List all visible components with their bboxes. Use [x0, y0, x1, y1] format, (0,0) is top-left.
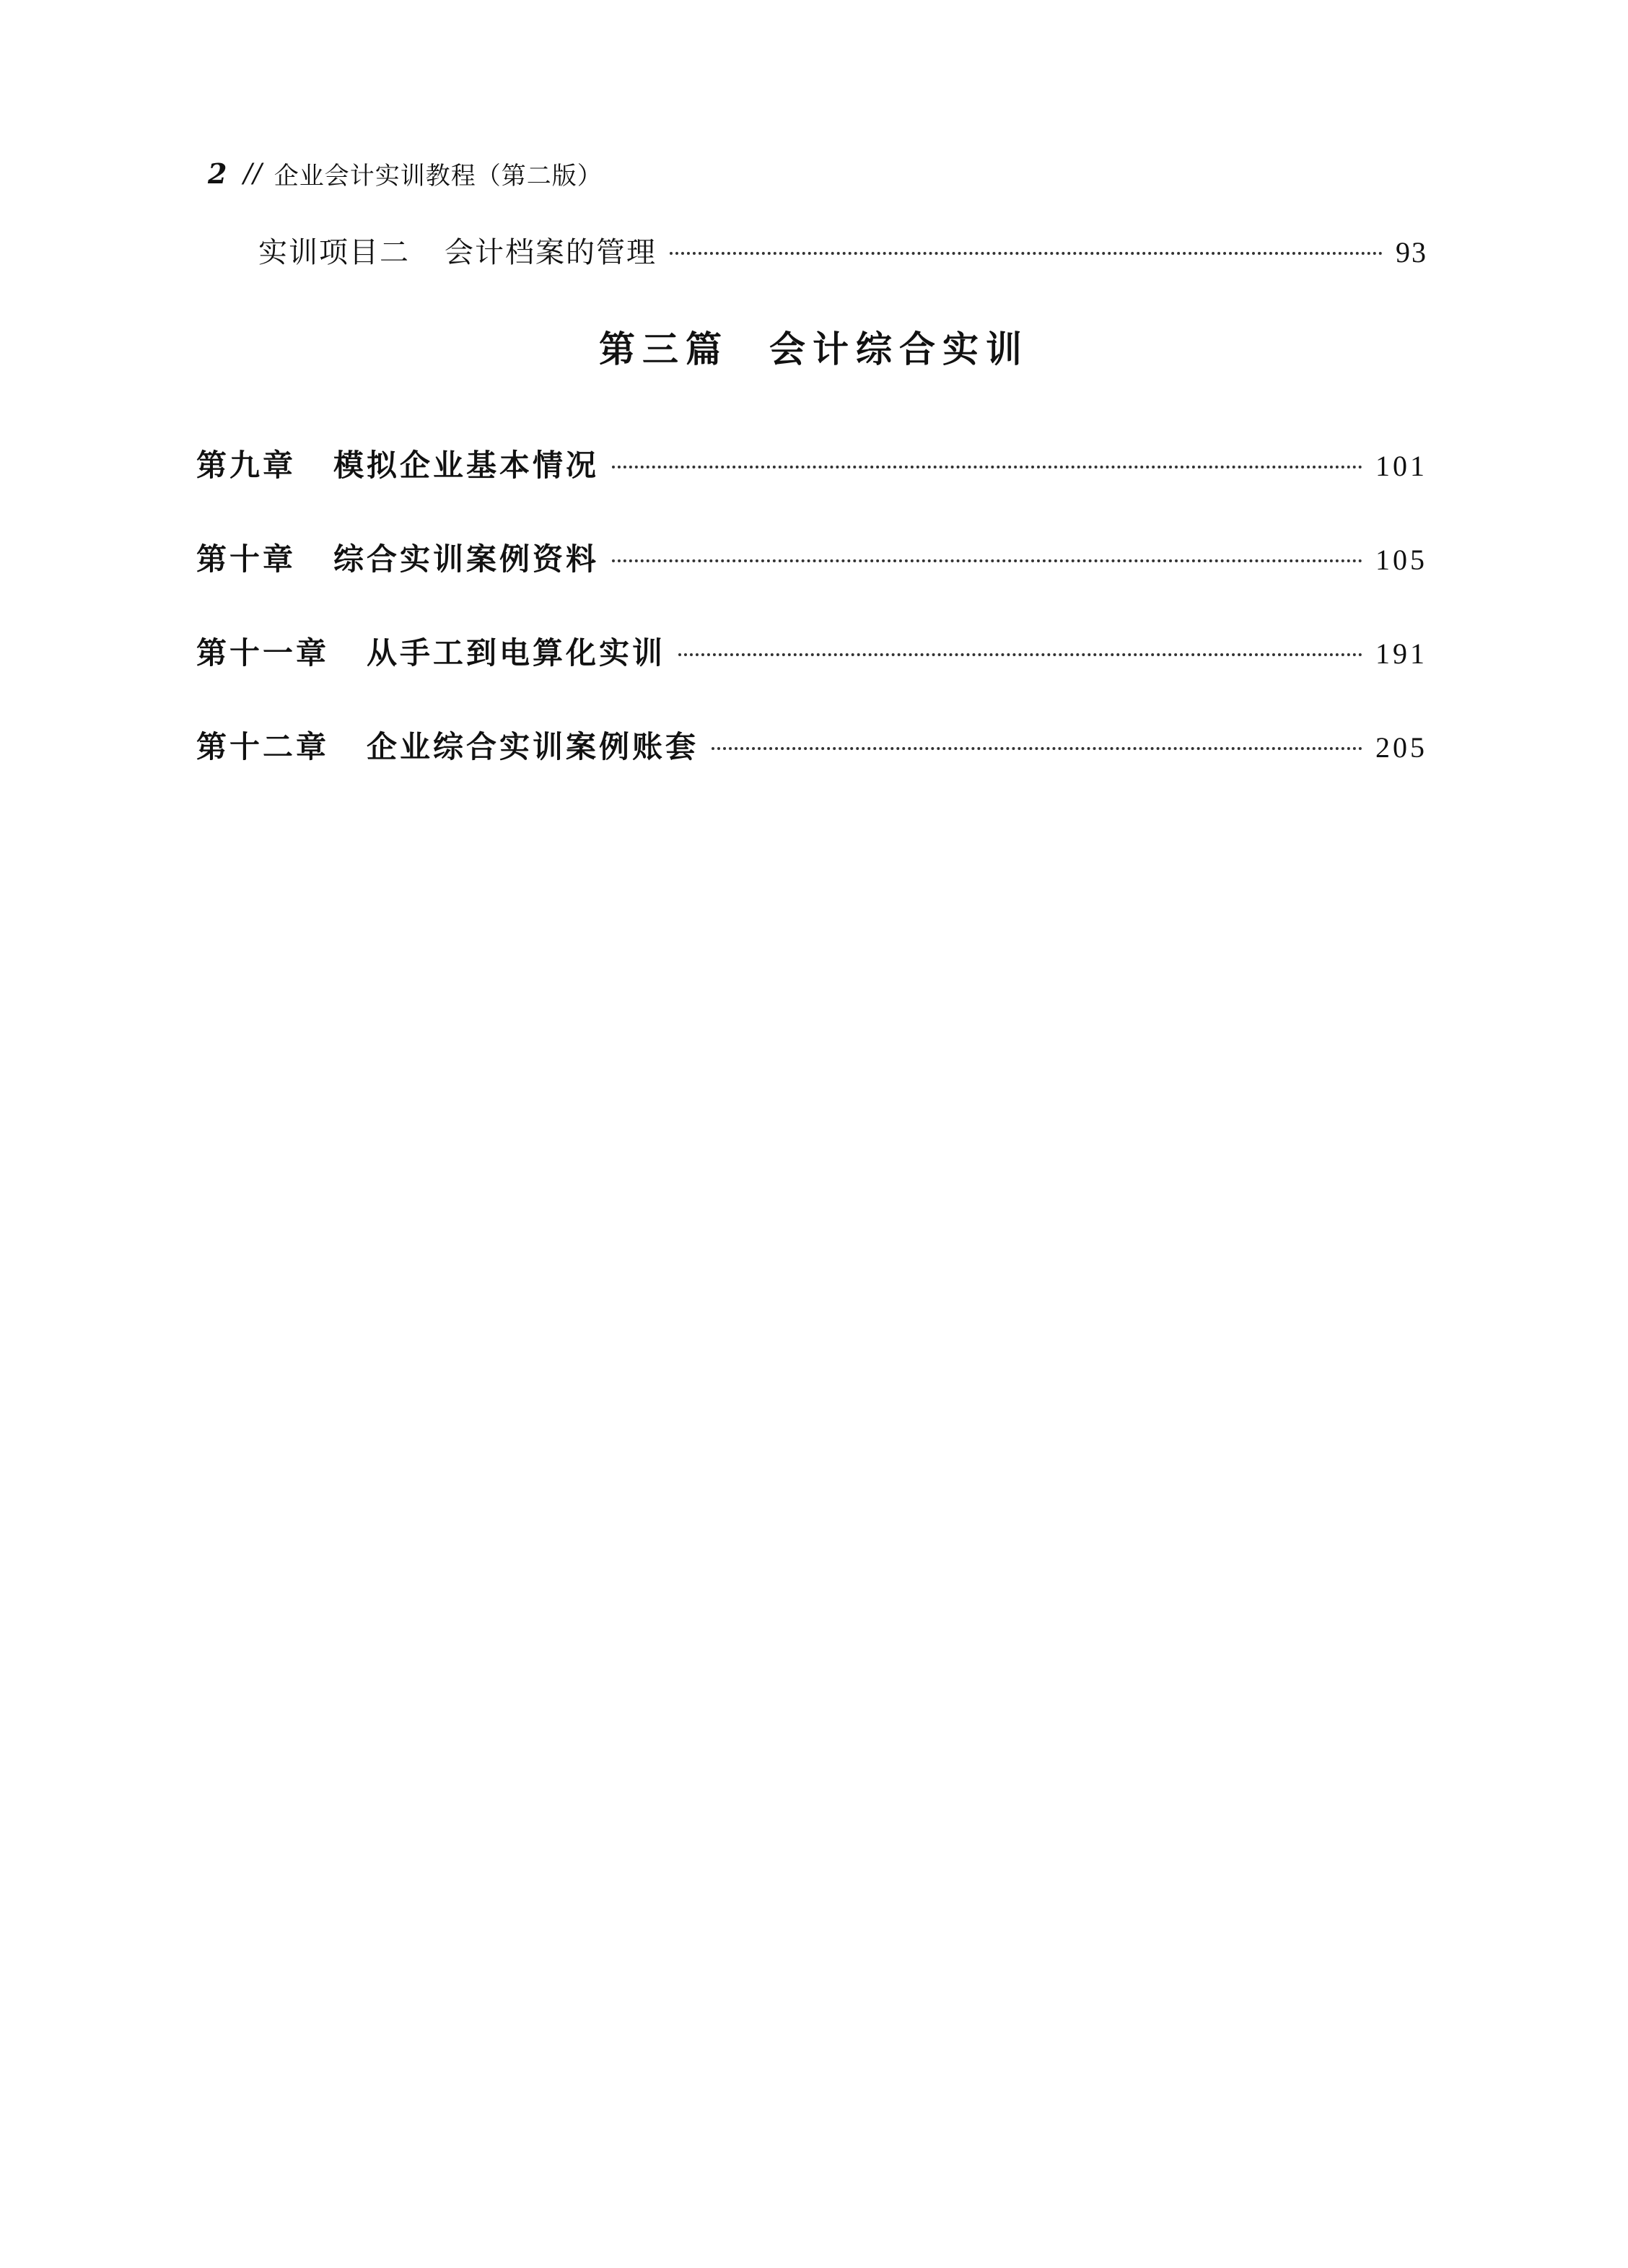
toc-entry-chapter[interactable]	[196, 629, 1427, 677]
chapter-title: 企业综合实训案例账套	[367, 729, 699, 764]
header-separator: //	[243, 158, 263, 188]
dot-leader	[678, 653, 1362, 656]
part-heading	[0, 318, 1628, 375]
toc-entry-number: 实训项目二	[258, 236, 410, 269]
toc-entry-label	[196, 629, 665, 673]
toc-entry-label	[196, 442, 599, 485]
part-title: 会计综合实训	[769, 328, 1029, 370]
dot-leader	[712, 747, 1362, 750]
toc-page-number: 191	[1375, 637, 1427, 670]
chapter-title: 从手工到电算化实训	[367, 635, 666, 671]
chapter-number: 第十二章	[196, 729, 330, 764]
toc-entry-label	[196, 723, 699, 767]
running-header	[208, 153, 603, 193]
toc-page-number: 93	[1396, 236, 1427, 269]
chapter-number: 第九章	[196, 448, 297, 483]
toc-page-number: 101	[1375, 450, 1427, 482]
chapter-title: 模拟企业基本情况	[333, 448, 600, 483]
toc-entry-title: 会计档案的管理	[445, 236, 657, 269]
toc-entry-chapter[interactable]	[196, 536, 1427, 583]
page-number: 2	[208, 157, 228, 190]
toc-entry-label	[258, 230, 657, 271]
chapter-number: 第十章	[196, 541, 297, 577]
dot-leader	[612, 466, 1362, 468]
toc-page-number: 105	[1375, 544, 1427, 576]
toc-entry-chapter[interactable]	[196, 442, 1427, 489]
part-number: 第三篇	[599, 328, 729, 370]
book-title: 企业会计实训教程（第二版）	[273, 161, 603, 191]
toc-entry-chapter[interactable]	[196, 723, 1427, 771]
toc-entry-label	[196, 536, 599, 579]
dot-leader	[670, 252, 1383, 255]
toc-page-number: 205	[1375, 731, 1427, 764]
chapter-title: 综合实训案例资料	[333, 541, 600, 577]
toc-entry-sub[interactable]	[258, 230, 1427, 276]
dot-leader	[612, 559, 1362, 562]
chapter-number: 第十一章	[196, 635, 330, 671]
